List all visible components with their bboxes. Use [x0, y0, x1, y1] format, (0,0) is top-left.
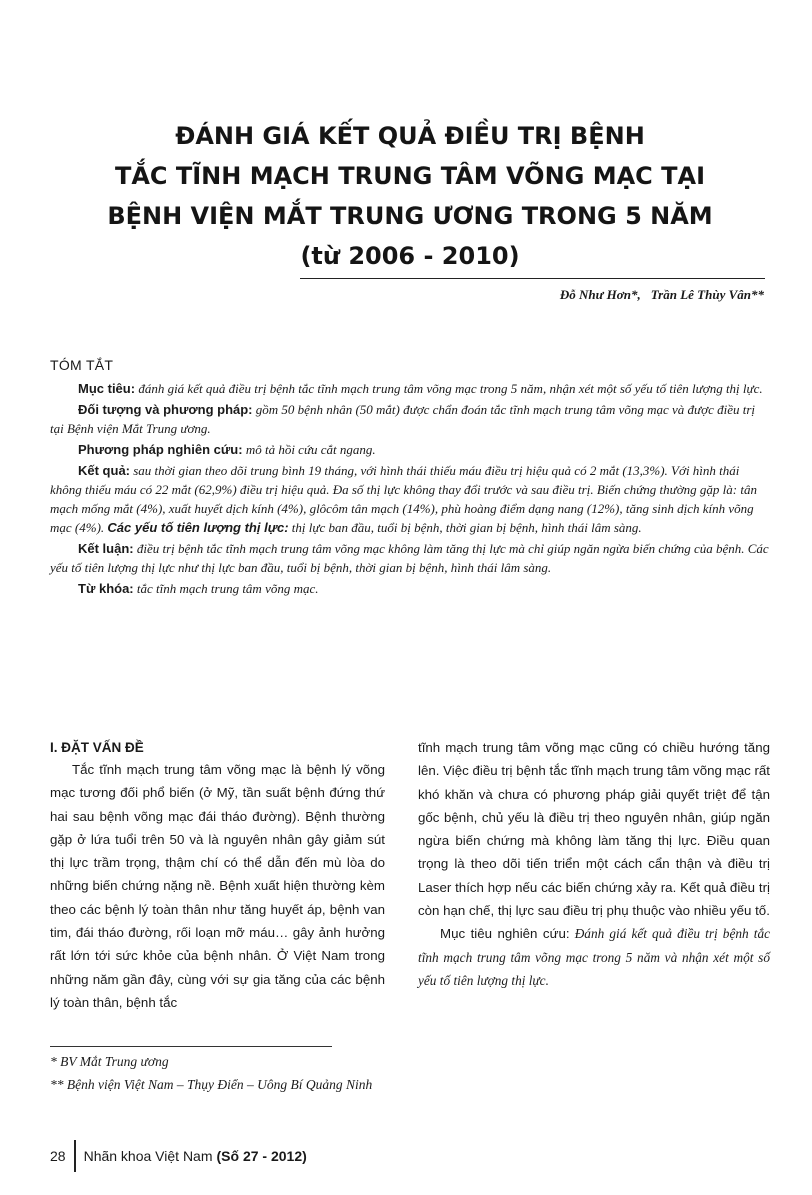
- results-text-2: thị lực ban đầu, tuổi bị bệnh, thời gian bị bệnh, hình thái lâm sàng.: [288, 520, 642, 535]
- title-line-2: TẮC TĨNH MẠCH TRUNG TÂM VÕNG MẠC TẠI: [114, 162, 706, 190]
- footnote-divider: [50, 1046, 332, 1047]
- keywords-label: Từ khóa:: [78, 581, 134, 596]
- results-label-2: Các yếu tố tiên lượng thị lực:: [107, 520, 289, 535]
- abstract: [50, 356, 770, 600]
- title-line-1: ĐÁNH GIÁ KẾT QUẢ ĐIỀU TRỊ BỆNH: [175, 122, 645, 150]
- body-column-right: [418, 736, 770, 992]
- authors-divider: [300, 278, 765, 279]
- intro-paragraph-left: Tắc tĩnh mạch trung tâm võng mạc là bệnh lý võng mạc tương đối phổ biến (ở Mỹ, tần suất bệnh đứng thứ hai sau bệnh võng mạc đái tháo đường). Bệnh thường gặp ở lứa tuổi trên 50 và là nguyên nhân gây giảm sút thị lực trầm trọng, thậm chí có thể dẫn đến mù lòa do những biến chứng nặng nề. Bệnh xuất hiện thường kèm theo các bệnh lý toàn thân như tăng huyết áp, bệnh van tim, đái tháo đường, rối loạn mỡ máu… gây ảnh hưởng rất lớn tới sức khỏe của bệnh nhân. Ở Việt Nam trong những năm gần đây, cùng với sự gia tăng của các bệnh lý toàn thân, bệnh tắc: [50, 762, 385, 1010]
- author-1: Đỗ Như Hơn*,: [559, 287, 641, 302]
- conclusion-label: Kết luận:: [78, 541, 134, 556]
- authors: [560, 287, 764, 303]
- subjects-text: gồm 50 bệnh nhân (50 mắt) được chẩn đoán tắc tĩnh mạch trung tâm võng mạc và được điều trị tại Bệnh viện Mắt Trung ương.: [50, 402, 756, 436]
- subjects-label: Đối tượng và phương pháp:: [78, 402, 253, 417]
- section-heading: I. ĐẶT VẤN ĐỀ: [50, 740, 144, 755]
- objective-text: đánh giá kết quả điều trị bệnh tắc tĩnh mạch trung tâm võng mạc trong 5 năm, nhận xét một số yếu tố tiên lượng thị lực.: [135, 381, 763, 396]
- body-column-left: [50, 738, 385, 1014]
- abstract-subjects: [50, 400, 770, 438]
- abstract-conclusion: [50, 539, 770, 577]
- objective-label: Mục tiêu:: [78, 381, 136, 396]
- author-2: Trần Lê Thùy Vân**: [650, 287, 764, 302]
- study-objective: [418, 922, 770, 992]
- abstract-objective: [50, 379, 770, 398]
- title-line-3: BỆNH VIỆN MẮT TRUNG ƯƠNG TRONG 5 NĂM: [107, 202, 713, 230]
- keywords-text: tắc tĩnh mạch trung tâm võng mạc.: [133, 581, 319, 596]
- footer-separator: [74, 1140, 76, 1172]
- study-objective-text: Đánh giá kết quả điều trị bệnh tắc tĩnh mạch trung tâm võng mạc trong 5 năm và nhận xét một số yếu tố tiên lượng thị lực.: [418, 926, 770, 988]
- footnote-2: ** Bệnh viện Việt Nam – Thụy Điển – Uông Bí Quảng Ninh: [50, 1077, 373, 1092]
- conclusion-text: điều trị bệnh tắc tĩnh mạch trung tâm võng mạc không làm tăng thị lực mà chỉ giúp ngăn ngừa biến chứng của bệnh. Các yếu tố tiên lượng thị lực như thị lực ban đầu, tuổi bị bệnh, thời gian bị bệnh, hình thái lâm sàng.: [50, 541, 769, 575]
- footnote-1: * BV Mắt Trung ương: [50, 1054, 169, 1069]
- results-label: Kết quả:: [78, 463, 130, 478]
- abstract-keywords: [50, 579, 770, 598]
- footnotes: [50, 1050, 372, 1096]
- study-objective-lead: Mục tiêu nghiên cứu:: [440, 926, 570, 942]
- page-footer: [50, 1140, 307, 1172]
- results-text: sau thời gian theo dõi trung bình 19 tháng, với hình thái thiếu máu điều trị hiệu quả có 2 mắt (13,3%). Với hình thái không thiếu máu có 22 mắt (62,9%) điều trị hiệu quả. Đa số thị lực không thay đổi trước và sau điều trị. Biến chứng thường gặp là: tân mạch mống mắt (4%), xuất huyết dịch kính (4%), glôcôm tân mạch (14%), phù hoàng điểm dạng nang (12%), tăng sinh dịch kính võng mạc (4%).: [50, 463, 757, 535]
- abstract-method: [50, 440, 770, 459]
- method-label: Phương pháp nghiên cứu:: [78, 442, 243, 457]
- journal-issue: (Số 27 - 2012): [216, 1148, 307, 1164]
- title-line-4: (từ 2006 - 2010): [300, 242, 520, 270]
- abstract-heading: TÓM TẮT: [50, 357, 114, 373]
- journal-name: Nhãn khoa Việt Nam: [83, 1148, 213, 1164]
- method-text: mô tả hồi cứu cắt ngang.: [242, 442, 376, 457]
- article-title: [60, 116, 760, 276]
- page-number: 28: [50, 1148, 66, 1164]
- intro-paragraph-right: tĩnh mạch trung tâm võng mạc cũng có chiều hướng tăng lên. Việc điều trị bệnh tắc tĩnh mạch trung tâm võng mạc rất khó khăn và chưa có phương pháp giải quyết triệt để tận gốc bệnh, chủ yếu là điều trị theo nguyên nhân, giúp ngăn ngừa biến chứng mà không làm tăng thị lực. Điều quan trọng là theo dõi tiến triển một cách cẩn thận và điều trị Laser thích hợp nếu các biến chứng xảy ra. Kết quả điều trị còn hạn chế, thị lực sau điều trị phụ thuộc vào nhiều yếu tố.: [418, 740, 770, 919]
- abstract-results: [50, 461, 770, 537]
